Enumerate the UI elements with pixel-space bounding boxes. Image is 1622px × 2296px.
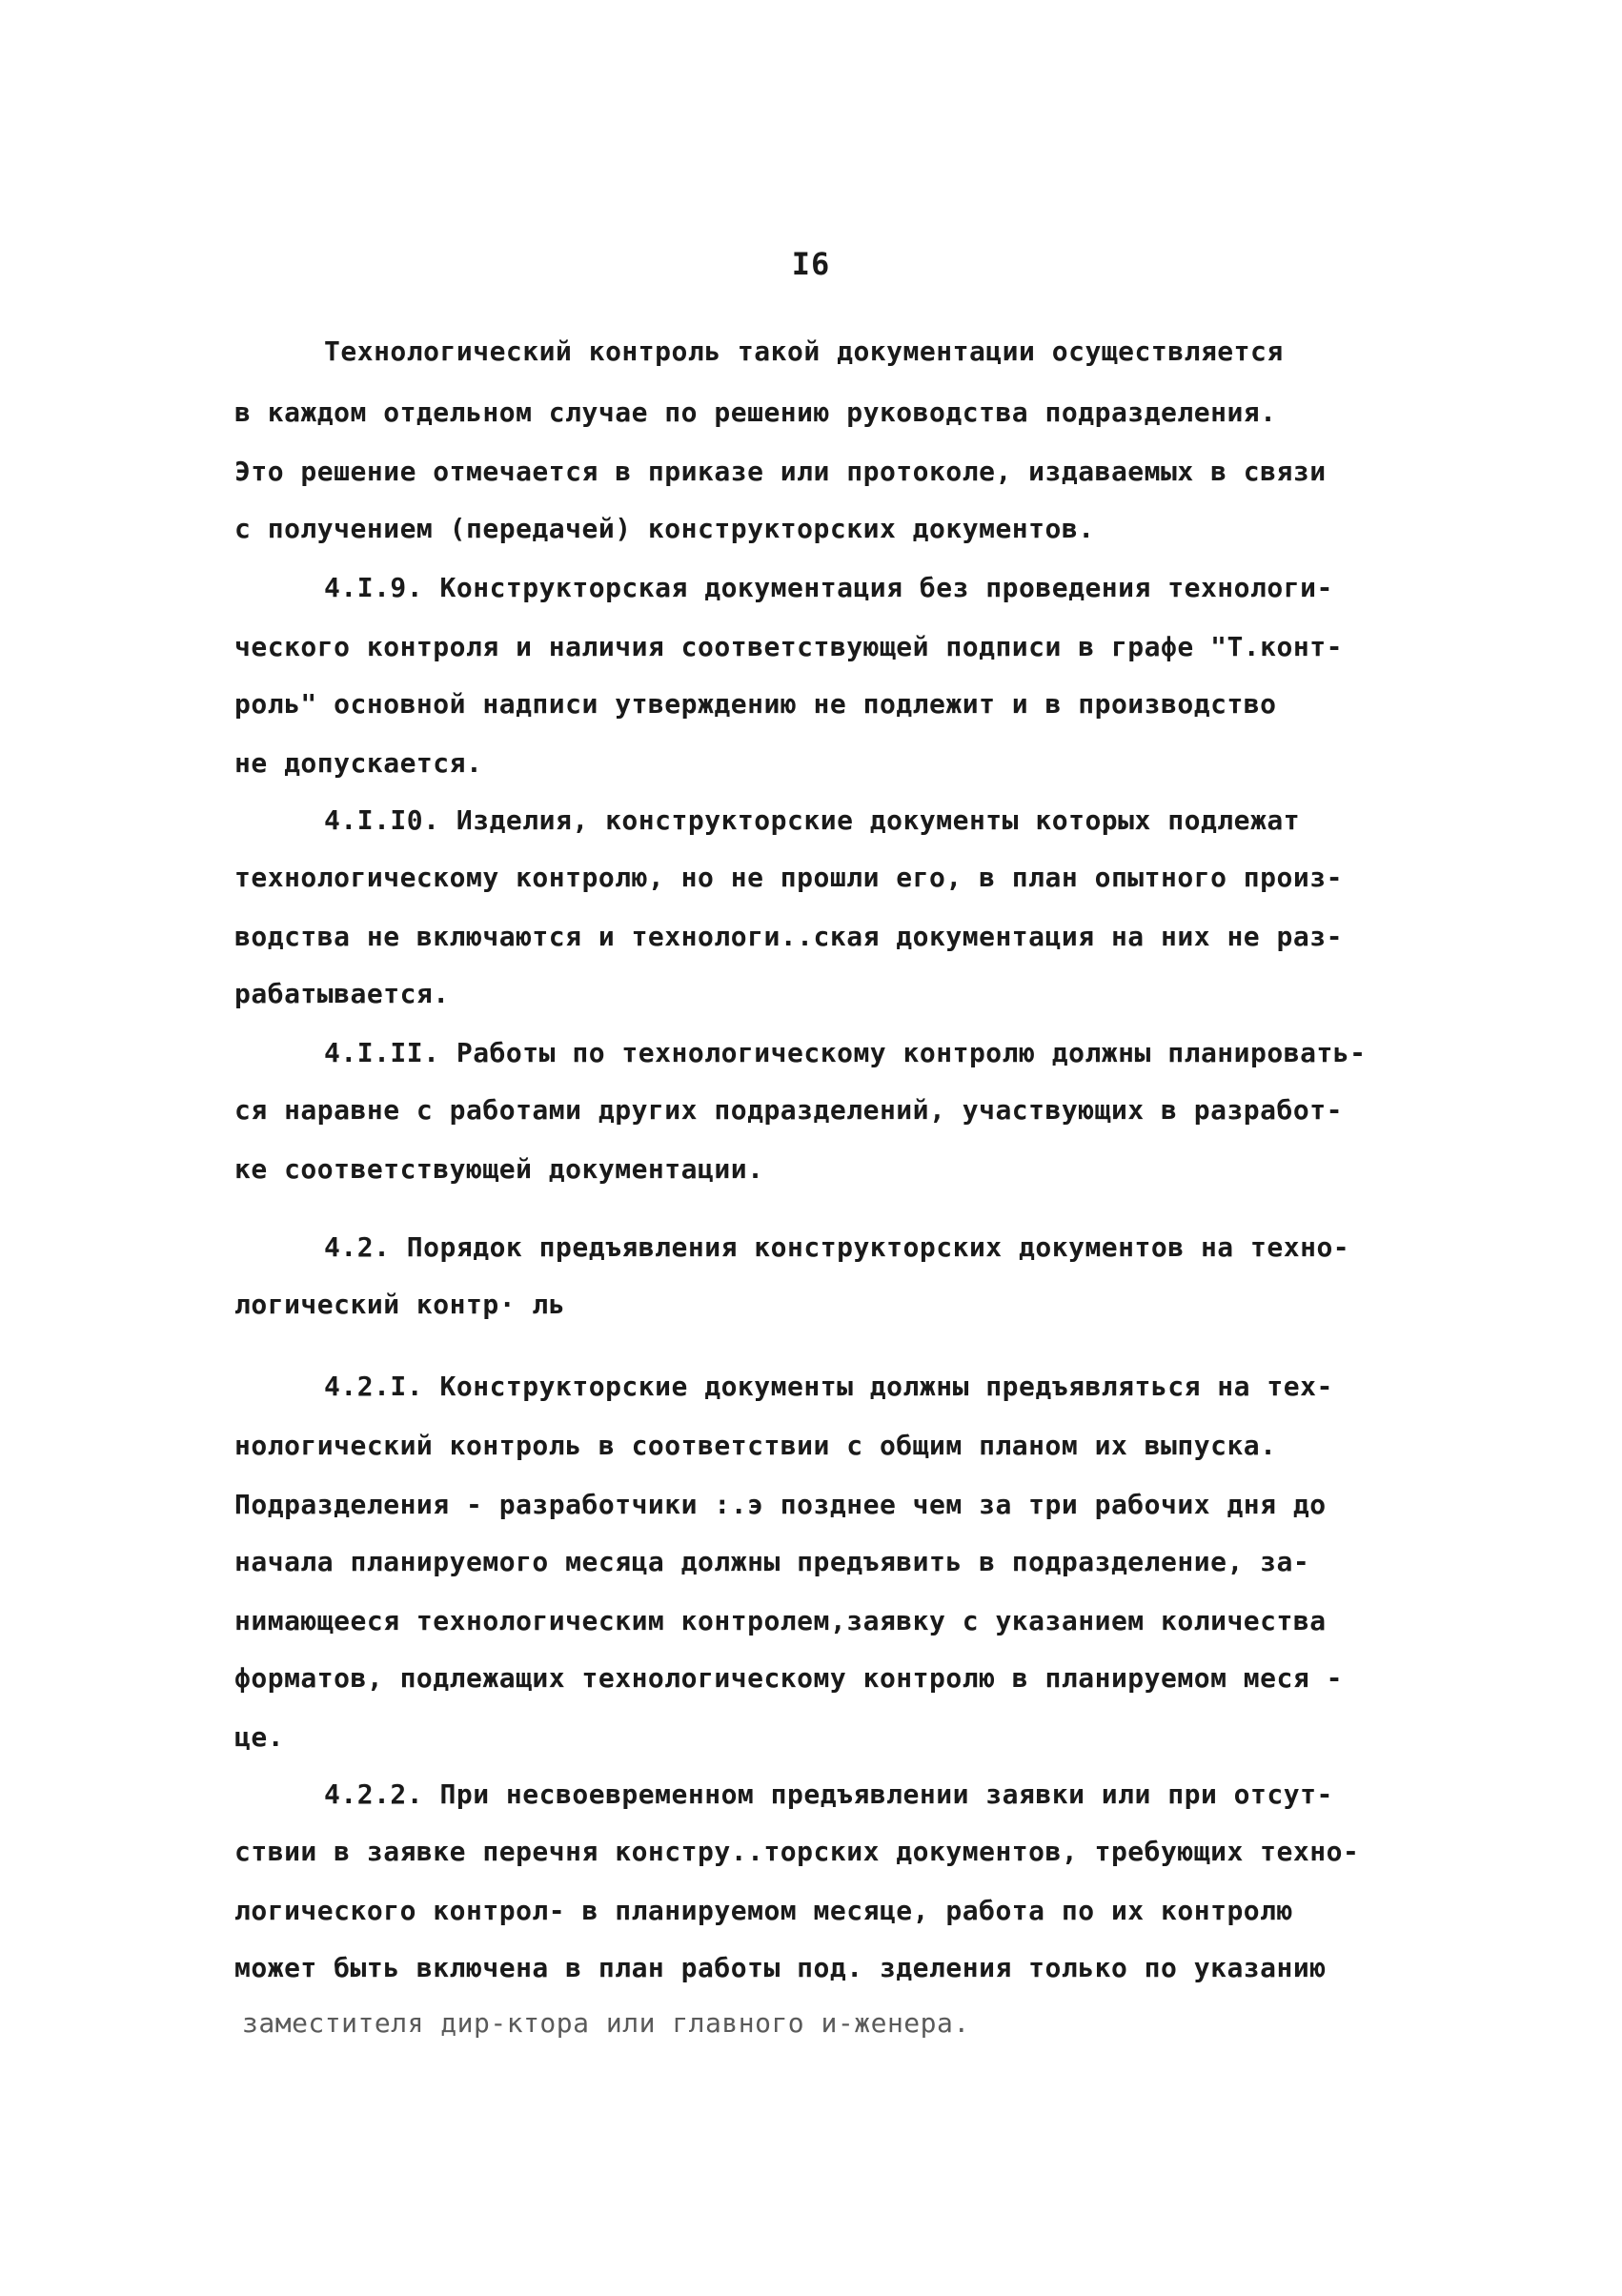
text-line: ке соответствующей документации. bbox=[234, 1153, 764, 1185]
text-line: ческого контроля и наличия соответствующей подписи в графе "Т.конт- bbox=[234, 631, 1343, 662]
text-line: не допускается. bbox=[234, 747, 483, 779]
text-line: рабатывается. bbox=[234, 978, 450, 1009]
text-line: Подразделения - разработчики :.э позднее чем за три рабочих дня до bbox=[234, 1489, 1327, 1520]
section-heading: 4.2. Порядок предъявления конструкторских документов на техно- bbox=[324, 1231, 1350, 1263]
text-line: в каждом отдельном случае по решению руководства подразделения. bbox=[234, 396, 1277, 428]
text-line: водства не включаются и технологи..ская документация на них не раз- bbox=[234, 921, 1343, 952]
text-line: 4.2.I. Конструкторские документы должны предъявляться на тех- bbox=[324, 1371, 1333, 1402]
text-line: нимающееся технологическим контролем,заявку с указанием количества bbox=[234, 1605, 1327, 1636]
text-line: це. bbox=[234, 1721, 285, 1753]
text-line: роль" основной надписи утверждению не подлежит и в производство bbox=[234, 688, 1277, 720]
text-line: заместителя дир-ктора или главного и-женера. bbox=[242, 2007, 970, 2039]
text-line: ствии в заявке перечня констру..торских документов, требующих техно- bbox=[234, 1836, 1360, 1867]
text-line: начала планируемого месяца должны предъявить в подразделение, за- bbox=[234, 1546, 1310, 1577]
text-line: с получением (передачей) конструкторских документов. bbox=[234, 513, 1095, 544]
text-line: может быть включена в план работы под. зделения только по указанию bbox=[234, 1952, 1327, 1983]
text-line: 4.I.9. Конструкторская документация без проведения технологи- bbox=[324, 572, 1333, 603]
text-line: форматов, подлежащих технологическому контролю в планируемом меся - bbox=[234, 1662, 1343, 1694]
text-line: 4.I.II. Работы по технологическому контролю должны планировать- bbox=[324, 1037, 1367, 1068]
text-line: логического контрол- в планируемом месяце, работа по их контролю bbox=[234, 1895, 1293, 1926]
text-line: ся наравне с работами других подразделений, участвующих в разработ- bbox=[234, 1094, 1343, 1126]
text-line: Технологический контроль такой документации осуществляется bbox=[324, 335, 1284, 367]
text-line: технологическому контролю, но не прошли его, в план опытного произ- bbox=[234, 862, 1343, 893]
page-number: I6 bbox=[791, 246, 831, 282]
section-heading: логический контр· ль bbox=[234, 1289, 566, 1320]
text-line: нологический контроль в соответствии с общим планом их выпуска. bbox=[234, 1430, 1277, 1461]
text-line: 4.2.2. При несвоевременном предъявлении заявки или при отсут- bbox=[324, 1778, 1333, 1810]
text-line: 4.I.I0. Изделия, конструкторские документы которых подлежат bbox=[324, 804, 1301, 836]
text-line: Это решение отмечается в приказе или протоколе, издаваемых в связи bbox=[234, 456, 1327, 487]
